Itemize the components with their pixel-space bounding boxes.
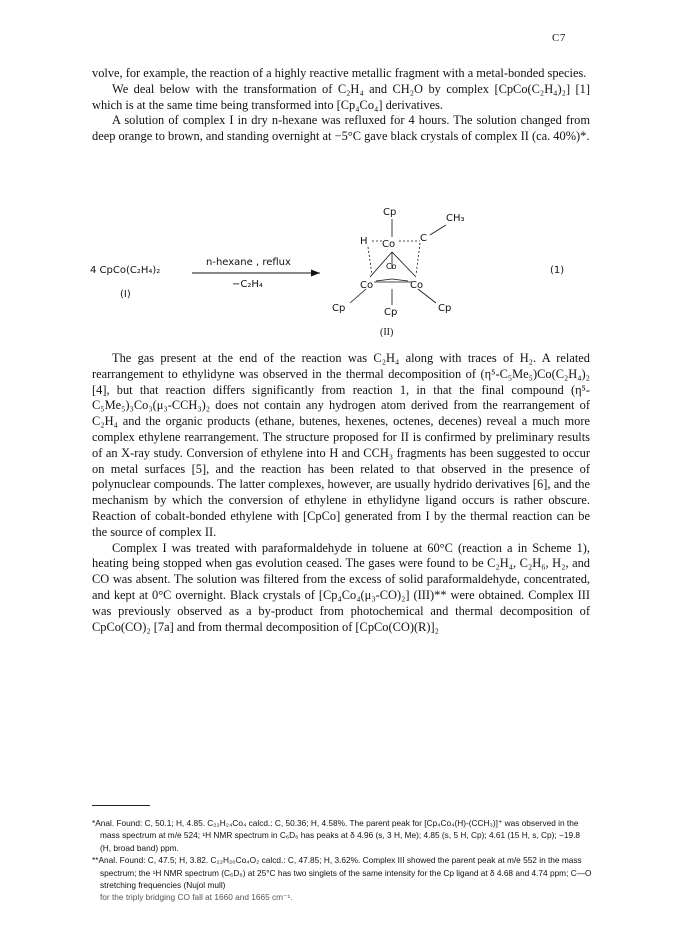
cluster-cp-left: Cp [332, 303, 346, 314]
cluster-co-back: Co [386, 262, 397, 271]
footnote-anal-iii-tail: for the triply bridging CO fall at 1660 and 1665 cm⁻¹. [100, 892, 293, 903]
cluster-cp-bottom: Cp [384, 307, 398, 318]
paragraph-paraformaldehyde: Complex I was treated with paraformaldehyde in toluene at 60°C (reaction a in Scheme 1), heating being stopped when gas evolution ceased. The gases were found to be C₂H₄, C₂H₆, H₂, and CO was absent. The solution was filtered from the excess of solid paraformaldehyde, concentrated, and kept at 0°C overnight. Black crystals of [Cp₄Co₄(μ₃-CO)₂] (III)** were obtained. Complex III was previously observed as a by-product from photochemical and thermal decomposition of CpCo(CO)₂ [7a] and from thermal decomposition of [CpCo(CO)(R)]₂ [92, 540, 590, 634]
reactant-label: (I) [120, 289, 131, 300]
footnote-rule [92, 805, 150, 806]
cluster-c: C [420, 233, 427, 244]
paragraph-transformation: We deal below with the transformation of C₂H₄ and CH₂O by complex [CpCo(C₂H₄)₂] [1] which is at the same time being transformed into [Cp₄Co₄] derivatives. [92, 81, 590, 112]
reactant-formula: 4 CpCo(C₂H₄)₂ [90, 265, 161, 276]
cluster-co-right: Co [410, 280, 424, 291]
cluster-co-left: Co [360, 280, 374, 291]
reaction-scheme [80, 197, 600, 337]
body-text-top [92, 66, 590, 145]
product-label: (II) [380, 327, 394, 337]
footnote-anal-ii: *Anal. Found: C, 50.1; H, 4.85. C₂₂H₂₄Co₄ calcd.: C, 50.36; H, 4.58%. The parent peak for [Cp₄Co₄(H)-(CCH₃)]⁺ was observed in the mass spectrum at m/e 524; ¹H NMR spectrum in C₆D₆ has peaks at δ 4.96 (s, 3 H, Me); 4.85 (s, 5 H, Cp); 4.61 (15 H, s, Cp); −19.8 (H, broad band) ppm. [92, 818, 581, 853]
paragraph-solution: A solution of complex I in dry n-hexane was refluxed for 4 hours. The solution changed from deep orange to brown, and standing overnight at −5°C gave black crystals of complex II (ca. 40%)*. [92, 113, 590, 144]
equation-number: (1) [550, 265, 565, 276]
arrowhead-icon [311, 270, 320, 277]
cluster-cp-top: Cp [383, 207, 397, 218]
paragraph-intro: volve, for example, the reaction of a highly reactive metallic fragment with a metal-bonded species. [92, 66, 587, 80]
footnote-anal-iii: **Anal. Found: C, 47.5; H, 3.82. C₂₂H₂₀Co₄O₂ calcd.: C, 47.85; H, 3.62%. Complex III showed the parent peak at m/e 552 in the mass spectrum; the ¹H NMR spectrum (C₆D₆) at 25°C has two singlets of the same intensity for the Cp ligand at δ 4.68 and 4.74 ppm; C—O stretching frequencies (Nujol mull) [92, 855, 592, 891]
cluster-co-apical: Co [382, 239, 396, 250]
cluster-ch3: CH₃ [446, 213, 465, 224]
cluster-h: H [360, 236, 368, 247]
page-number: C7 [552, 32, 566, 44]
cluster-cp-right: Cp [438, 303, 452, 314]
cluster-bonds [350, 219, 446, 305]
condition-below-arrow: −C₂H₄ [232, 279, 263, 290]
body-text-bottom [92, 351, 590, 635]
footnotes [92, 817, 592, 904]
condition-above-arrow: n-hexane , reflux [206, 257, 291, 268]
paragraph-gas: The gas present at the end of the reaction was C₂H₄ along with traces of H₂. A related rearrangement to ethylidyne was observed in the thermal decomposition of (η⁵-C₅Me₅)Co(C₂H₄)₂ [4], but that reaction differs significantly from reaction 1, in that the final compound (η⁵-C₅Me₅)₃Co₃(μ₃-CCH₃)₂ does not contain any hydrogen atom derived from the rearrangement of C₂H₄ and the organic products (ethane, butenes, hexenes, octenes, decenes) reveal a much more complex ethylene rearrangement. The structure proposed for II is confirmed by preliminary results of an X-ray study. Conversion of ethylene into H and CCH₃ fragments has been suggested to occur on metal surfaces [5], and the reaction has been related to that observed in the presence of polynuclear compounds. The latter complexes, however, are usually hydrido derivatives [6], and the mechanism by which the conversion of ethylene in ethylidyne ligand occurs is rather obscure. Reaction of cobalt-bonded ethylene with [CpCo] generated from I by the thermal reaction can be the source of complex II. [92, 351, 590, 539]
